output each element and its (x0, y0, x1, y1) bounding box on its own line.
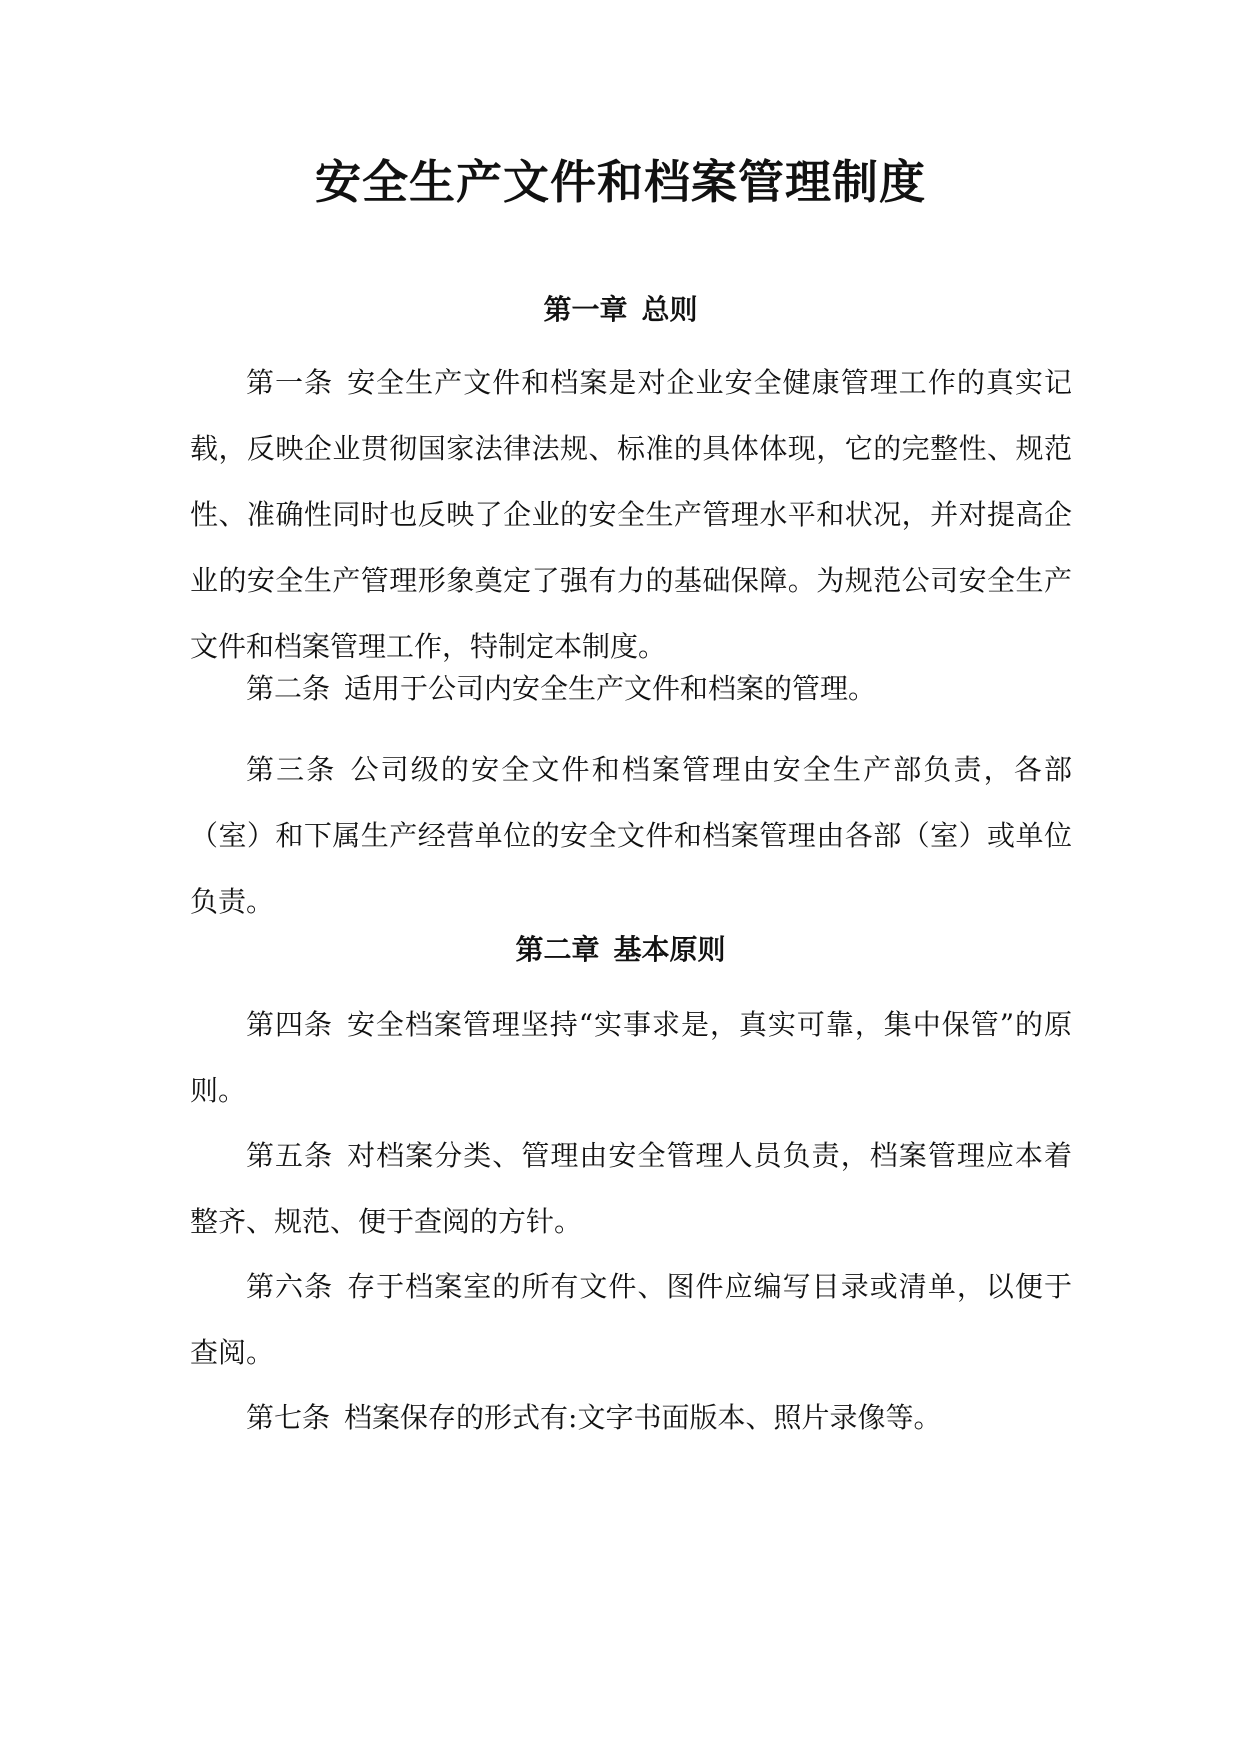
article-number: 第一条 (246, 366, 334, 399)
article-text: 存于档案室的所有文件、图件应编写目录或清单，以便于查阅。 (190, 1270, 1072, 1369)
document-title: 安全生产文件和档案管理制度 (315, 155, 926, 209)
article-2 (190, 656, 1072, 722)
article-7 (190, 1385, 1072, 1451)
chapter-number: 第二章 (515, 933, 600, 966)
chapter-name: 基本原则 (613, 933, 726, 966)
chapter-heading-2 (0, 930, 1241, 970)
chapter-heading-1 (0, 290, 1241, 330)
article-text: 档案保存的形式有:文字书面版本、照片录像等。 (344, 1401, 942, 1434)
article-text: 公司级的安全文件和档案管理由安全生产部负责，各部（室）和下属生产经营单位的安全文件和档案管理由各部（室）或单位负责。 (190, 753, 1072, 918)
article-text: 安全生产文件和档案是对企业安全健康管理工作的真实记载，反映企业贯彻国家法律法规、标准的具体体现，它的完整性、规范性、准确性同时也反映了企业的安全生产管理水平和状况，并对提高企业的安全生产管理形象奠定了强有力的基础保障。为规范公司安全生产文件和档案管理工作，特制定本制度。 (190, 366, 1072, 663)
article-5 (190, 1123, 1072, 1255)
article-6 (190, 1254, 1072, 1386)
article-number: 第六条 (246, 1270, 334, 1303)
article-1 (190, 350, 1072, 680)
article-number: 第二条 (246, 672, 331, 705)
article-number: 第五条 (246, 1139, 334, 1172)
article-number: 第三条 (246, 753, 337, 786)
article-text: 对档案分类、管理由安全管理人员负责，档案管理应本着整齐、规范、便于查阅的方针。 (190, 1139, 1072, 1238)
chapter-name: 总则 (641, 293, 698, 326)
article-3 (190, 737, 1072, 935)
article-number: 第七条 (246, 1401, 331, 1434)
article-text: 安全档案管理坚持“实事求是，真实可靠，集中保管”的原则。 (190, 1008, 1072, 1107)
article-text: 适用于公司内安全生产文件和档案的管理。 (344, 672, 877, 705)
chapter-number: 第一章 (543, 293, 628, 326)
article-number: 第四条 (246, 1008, 333, 1041)
article-4 (190, 992, 1072, 1124)
